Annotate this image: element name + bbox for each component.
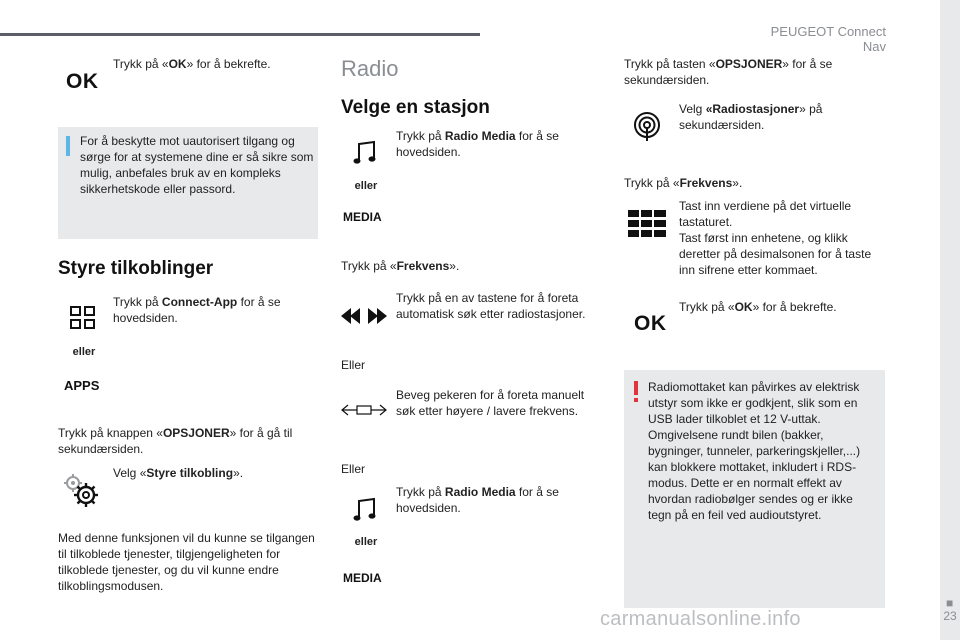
warning-icon (634, 381, 638, 395)
warning-icon-dot (634, 398, 638, 402)
seek-step: Trykk på en av tastene for å foreta automatisk søk etter radiostasjoner. (396, 291, 586, 321)
running-header: PEUGEOT Connect Nav (770, 24, 886, 54)
radio-media-step: Trykk på Radio Media for å se hovedsiden. (396, 129, 559, 159)
function-description: Med denne funksjonen vil du kunne se tilgangen til tilkoblede tjenester, tilgjengeligheten for tilkoblede tjenester, og du vil kunne endre tilkoblingsmodusen. (58, 531, 315, 593)
page-edge-tab (940, 0, 960, 640)
page-marker-icon: ■ (946, 596, 954, 610)
gears-icon (62, 473, 100, 509)
or-label: eller (354, 180, 378, 192)
options-key-text: Trykk på tasten «OPSJONER» for å se sekundærsiden. (624, 57, 833, 87)
frequency-text: Trykk på «Frekvens». (341, 259, 460, 273)
keypad-step: Tast inn verdiene på det virtuelle tastaturet. Tast først inn enhetene, og klikk deretter på desimalsonen for å taste inn sifrene etter kommaet. (679, 199, 872, 277)
frequency-slider-icon (341, 404, 387, 416)
info-text: For å beskytte mot uautorisert tilgang og sørge for at systemene dine er så sikre som mulig, anbefales bruk av en kompleks sikkerhetskode eller passord. (80, 134, 314, 196)
manage-connections-step: Velg «Styre tilkobling». (113, 466, 244, 480)
seek-arrows-icon (341, 307, 387, 325)
section-title-connections: Styre tilkoblinger (58, 258, 214, 279)
warning-text: Radiomottaket kan påvirkes av elektrisk utstyr som ikke er godkjent, slik som en USB lader tilkoblet et 12 V-uttak. Omgivelsene rundt bilen (bakker, bygninger, tunneler, parkeringskjeller,...) kan blokkere mottaket, inkludert i RDS-modus. Dette er en normalt effekt av hvordan radiobølger sendes og er ikke tegn på en feil ved audioutstyret. (648, 380, 861, 522)
section-title-select-station: Velge en stasjon (341, 97, 490, 118)
radio-media-step-2: Trykk på Radio Media for å se hovedsiden. (396, 485, 559, 515)
header-rule (0, 33, 480, 36)
radio-stations-icon (632, 112, 662, 142)
connect-app-step: Trykk på Connect-App for å se hovedsiden. (113, 295, 281, 325)
media-button-label: MEDIA (343, 210, 382, 224)
apps-button-label: APPS (64, 378, 100, 393)
or-label: eller (354, 536, 378, 548)
watermark: carmanualsonline.info (600, 608, 801, 630)
music-note-icon (352, 497, 378, 523)
radio-stations-step: Velg «Radiostasjoner» på sekundærsiden. (679, 102, 823, 132)
options-text: Trykk på knappen «OPSJONER» for å gå til sekundærsiden. (58, 426, 293, 456)
apps-grid-icon (70, 306, 96, 330)
confirm-ok-text: Trykk på «OK» for å bekrefte. (113, 57, 271, 71)
frequency-text: Trykk på «Frekvens». (624, 176, 743, 190)
or-text: Eller (341, 358, 366, 372)
manual-search-step: Beveg pekeren for å foreta manuelt søk etter høyere / lavere frekvens. (396, 388, 585, 418)
ok-button-icon: OK (634, 312, 667, 335)
ok-button-icon: OK (66, 70, 99, 93)
or-text: Eller (341, 462, 366, 476)
page-number: 23 (943, 609, 957, 623)
music-note-icon (352, 140, 378, 166)
info-icon (66, 136, 70, 156)
virtual-keypad-icon (628, 210, 666, 238)
or-label: eller (72, 346, 96, 358)
chapter-title-radio: Radio (341, 56, 399, 81)
confirm-ok-step: Trykk på «OK» for å bekrefte. (679, 300, 837, 314)
media-button-label: MEDIA (343, 571, 382, 585)
